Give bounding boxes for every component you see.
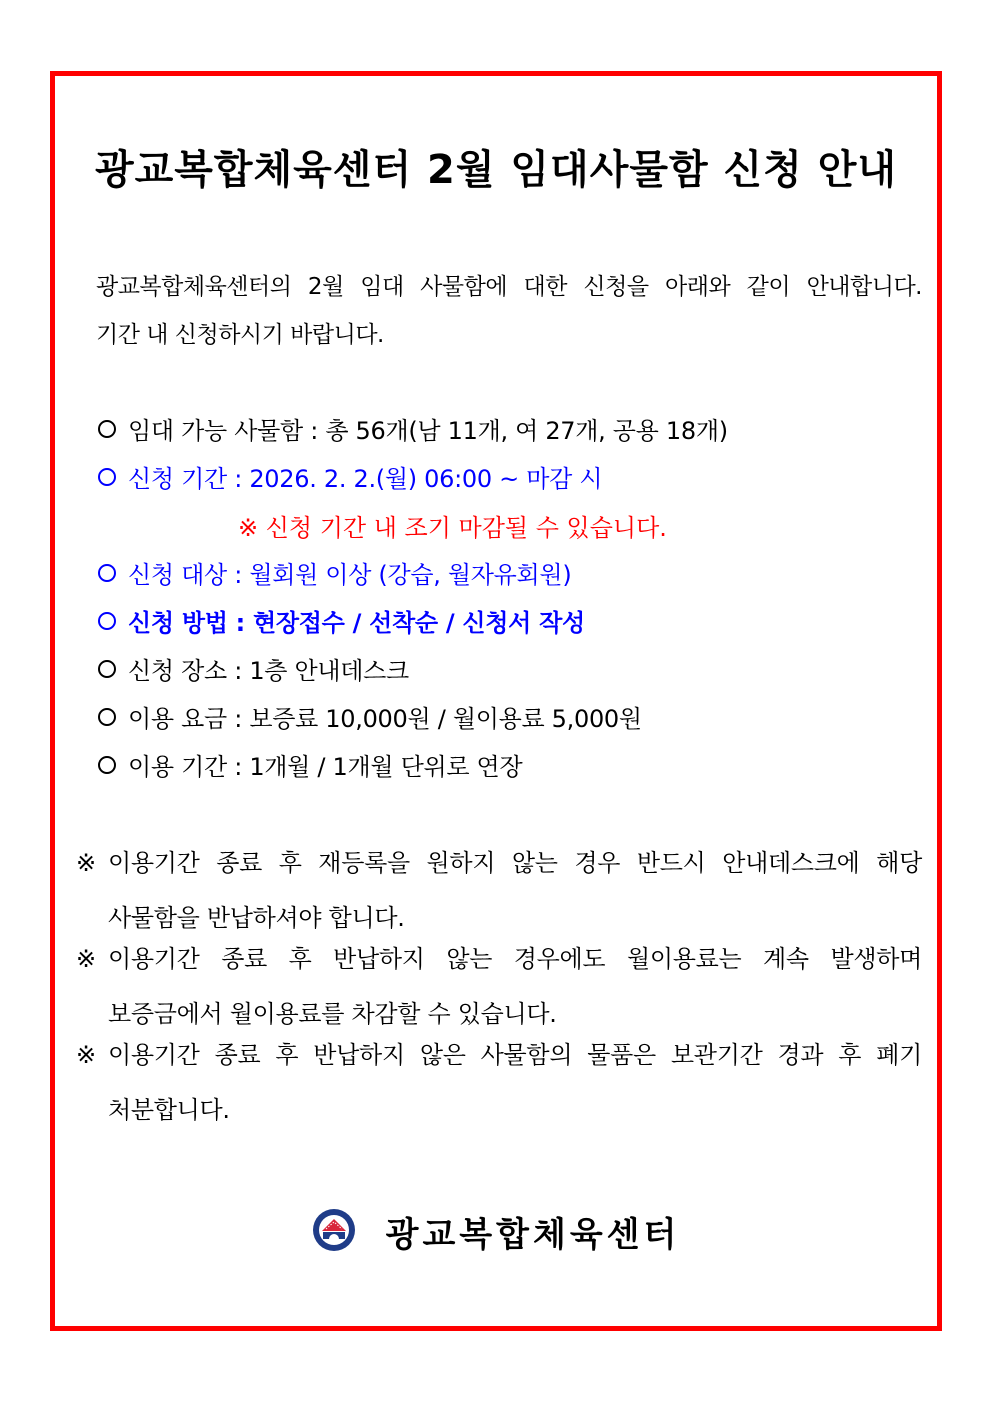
circle-bullet-icon — [98, 708, 116, 726]
item-application-period: 신청 기간 : 2026. 2. 2.(월) 06:00 ~ 마감 시 — [98, 459, 602, 494]
item-value: 총 56개(남 11개, 여 27개, 공용 18개) — [325, 417, 728, 445]
circle-bullet-icon — [98, 612, 116, 630]
item-label: 신청 기간 — [128, 465, 227, 493]
item-value: 현장접수 / 선착순 / 신청서 작성 — [253, 609, 585, 637]
circle-bullet-icon — [98, 564, 116, 582]
item-value: 1층 안내데스크 — [249, 657, 409, 685]
reference-mark-icon: ※ — [76, 849, 96, 877]
item-value: 월회원 이상 (강습, 월자유회원) — [249, 561, 572, 589]
note-return-locker: ※ 이용기간 종료 후 재등록을 원하지 않는 경우 반드시 안내데스크에 해당 사물함을 반납하셔야 합니다. — [76, 849, 922, 932]
item-application-method: 신청 방법 : 현장접수 / 선착순 / 신청서 작성 — [98, 603, 585, 638]
item-available-lockers: 임대 가능 사물함 : 총 56개(남 11개, 여 27개, 공용 18개) — [98, 411, 728, 446]
item-application-location: 신청 장소 : 1층 안내데스크 — [98, 651, 409, 686]
item-value: 1개월 / 1개월 단위로 연장 — [249, 753, 523, 781]
item-label: 신청 방법 — [128, 609, 228, 637]
note-disposal: ※ 이용기간 종료 후 반납하지 않은 사물함의 물품은 보관기간 경과 후 폐기 처분합니다. — [76, 1041, 922, 1124]
item-label: 신청 대상 — [128, 561, 227, 589]
item-value: 2026. 2. 2.(월) 06:00 ~ 마감 시 — [249, 465, 603, 493]
early-close-warning: ※ 신청 기간 내 조기 마감될 수 있습니다. — [238, 514, 667, 542]
circle-bullet-icon — [98, 756, 116, 774]
reference-mark-icon: ※ — [76, 945, 96, 973]
item-label: 신청 장소 — [128, 657, 227, 685]
intro-line-1: 광교복합체육센터의 2월 임대 사물함에 대한 신청을 아래와 같이 안내합니다. — [96, 274, 922, 300]
item-label: 이용 기간 — [128, 753, 227, 781]
circle-bullet-icon — [98, 468, 116, 486]
note-ongoing-fee: ※ 이용기간 종료 후 반납하지 않는 경우에도 월이용료는 계속 발생하며 보증금에서 월이용료를 차감할 수 있습니다. — [76, 945, 922, 1028]
item-eligibility: 신청 대상 : 월회원 이상 (강습, 월자유회원) — [98, 555, 571, 590]
sports-council-emblem-icon — [312, 1208, 356, 1256]
item-usage-period: 이용 기간 : 1개월 / 1개월 단위로 연장 — [98, 747, 522, 782]
circle-bullet-icon — [98, 420, 116, 438]
item-label: 이용 요금 — [128, 705, 227, 733]
document-title: 광교복합체육센터 2월 임대사물함 신청 안내 — [94, 147, 898, 193]
intro-line-2: 기간 내 신청하시기 바랍니다. — [96, 322, 384, 348]
organization-name: 광교복합체육센터 — [385, 1215, 681, 1255]
footer-signature — [0, 1207, 992, 1256]
item-value: 보증료 10,000원 / 월이용료 5,000원 — [249, 705, 642, 733]
item-usage-fee: 이용 요금 : 보증료 10,000원 / 월이용료 5,000원 — [98, 699, 642, 734]
item-label: 임대 가능 사물함 — [128, 417, 303, 445]
circle-bullet-icon — [98, 660, 116, 678]
reference-mark-icon: ※ — [76, 1041, 96, 1069]
